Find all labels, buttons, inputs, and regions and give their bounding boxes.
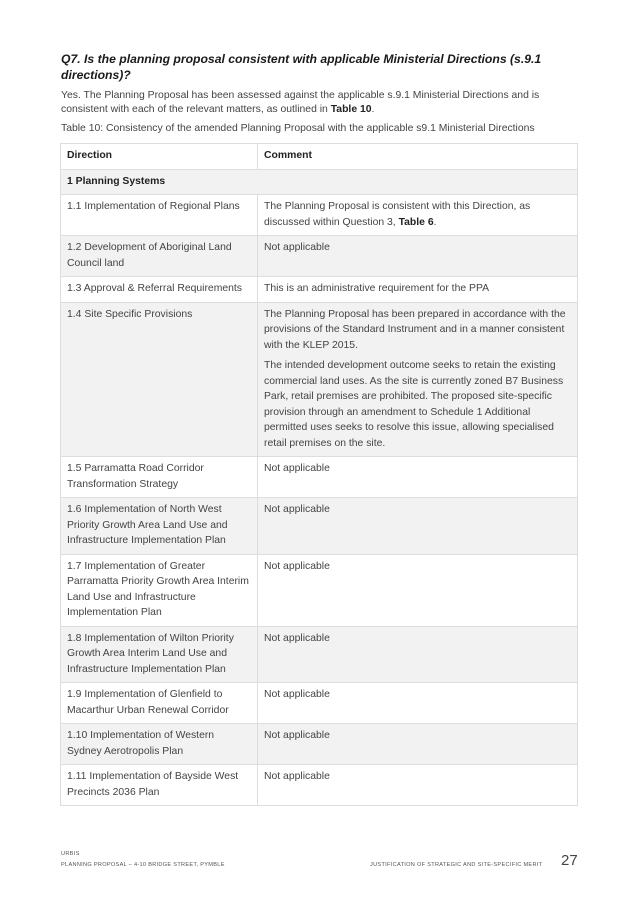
- direction-cell: 1.4 Site Specific Provisions: [61, 302, 258, 457]
- table-row: [61, 626, 578, 683]
- footer-brand: URBIS: [61, 851, 80, 857]
- table-row: [61, 277, 578, 303]
- section-row: [61, 169, 578, 195]
- comment-cell: Not applicable: [258, 683, 578, 724]
- intro-text: Yes. The Planning Proposal has been assessed against the applicable s.9.1 Ministerial Directions and is consistent with each of the relevant matters, as outlined in: [61, 90, 540, 115]
- table-row: [61, 195, 578, 236]
- direction-cell: 1.5 Parramatta Road Corridor Transformation Strategy: [61, 457, 258, 498]
- intro-paragraph: [61, 89, 581, 117]
- comment-cell: Not applicable: [258, 498, 578, 555]
- table-row: [61, 683, 578, 724]
- table-row: [61, 765, 578, 806]
- section-title: 1 Planning Systems: [61, 169, 578, 195]
- footer-section-title: JUSTIFICATION OF STRATEGIC AND SITE-SPECIFIC MERIT: [370, 862, 543, 868]
- comment-cell: Not applicable: [258, 626, 578, 683]
- table-row: [61, 724, 578, 765]
- table-row: [61, 554, 578, 626]
- comment-text: The Planning Proposal is consistent with this Direction, as discussed within Question 3,: [264, 201, 531, 228]
- footer-document-title: PLANNING PROPOSAL – 4-10 BRIDGE STREET, PYMBLE: [61, 862, 225, 868]
- table-header-row: [61, 144, 578, 170]
- directions-table: [60, 143, 578, 806]
- table-caption: Table 10: Consistency of the amended Planning Proposal with the applicable s9.1 Ministerial Directions: [61, 123, 535, 134]
- comment-cell: This is an administrative requirement for the PPA: [258, 277, 578, 303]
- direction-cell: 1.9 Implementation of Glenfield to Macarthur Urban Renewal Corridor: [61, 683, 258, 724]
- comment-cell: Not applicable: [258, 724, 578, 765]
- direction-cell: 1.6 Implementation of North West Priority Growth Area Land Use and Infrastructure Implementation Plan: [61, 498, 258, 555]
- comment-cell: Not applicable: [258, 236, 578, 277]
- table-row: [61, 498, 578, 555]
- comment-cell: [258, 195, 578, 236]
- comment-table-reference: Table 6: [398, 216, 434, 228]
- direction-cell: 1.3 Approval & Referral Requirements: [61, 277, 258, 303]
- header-direction: Direction: [61, 144, 258, 170]
- question-heading: Q7. Is the planning proposal consistent with applicable Ministerial Directions (s.9.1 directions)?: [61, 52, 542, 82]
- intro-end: .: [371, 104, 375, 115]
- table-row: [61, 236, 578, 277]
- table-row: [61, 302, 578, 457]
- direction-cell: 1.10 Implementation of Western Sydney Aerotropolis Plan: [61, 724, 258, 765]
- direction-cell: 1.8 Implementation of Wilton Priority Growth Area Interim Land Use and Infrastructure Implementation Plan: [61, 626, 258, 683]
- comment-cell: [258, 302, 578, 457]
- comment-paragraph: The intended development outcome seeks to retain the existing commercial land uses. As the site is currently zoned B7 Business Park, retail premises are prohibited. The proposed site-specific provision through an amendment to Schedule 1 Additional permitted uses seeks to resolve this issue, allowing specialised retail premises on the site.: [264, 360, 564, 449]
- comment-cell: Not applicable: [258, 554, 578, 626]
- comment-paragraph: The Planning Proposal has been prepared in accordance with the provisions of the Standard Instrument and in a manner consistent with the KLEP 2015.: [264, 308, 566, 351]
- header-comment: Comment: [258, 144, 578, 170]
- direction-cell: 1.1 Implementation of Regional Plans: [61, 195, 258, 236]
- page-number: 27: [561, 852, 578, 869]
- direction-cell: 1.11 Implementation of Bayside West Precincts 2036 Plan: [61, 765, 258, 806]
- table-row: [61, 457, 578, 498]
- direction-cell: 1.7 Implementation of Greater Parramatta Priority Growth Area Interim Land Use and Infrastructure Implementation Plan: [61, 554, 258, 626]
- comment-cell: Not applicable: [258, 765, 578, 806]
- comment-end: .: [433, 216, 437, 228]
- comment-cell: Not applicable: [258, 457, 578, 498]
- table-reference: Table 10: [330, 104, 372, 115]
- direction-cell: 1.2 Development of Aboriginal Land Council land: [61, 236, 258, 277]
